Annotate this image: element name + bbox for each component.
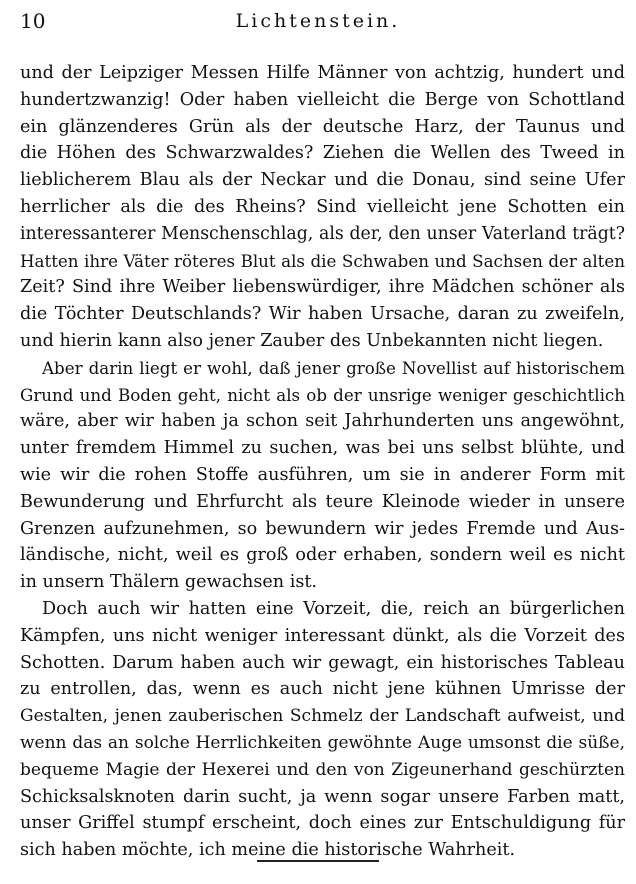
text-line: Grund und Boden geht, nicht als ob der unsrige weniger geschichtlich — [20, 384, 625, 405]
text-line: und hierin kann also jener Zauber des Unbekannten nicht liegen. — [20, 330, 604, 351]
text-line: die Höhen des Schwarzwaldes? Ziehen die Wellen des Tweed in — [20, 143, 625, 164]
paragraph — [20, 355, 625, 596]
text-line: und der Leipziger Messen Hilfe Männer von achtzig, hundert und — [20, 63, 625, 83]
text-line: ein glänzenderes Grün als der deutsche Harz, der Taunus und — [20, 116, 625, 137]
section-end-rule — [257, 860, 379, 862]
text-line: Schotten. Darum haben auch wir gewagt, ein historisches Tableau — [20, 652, 625, 673]
text-line: Zeit? Sind ihre Weiber liebenswürdiger, ihre Mädchen schöner als — [20, 277, 625, 298]
running-title: Lichtenstein. — [235, 10, 401, 32]
text-line: unser Griffel stumpf erscheint, doch eines zur Entschuldigung für — [20, 813, 625, 834]
text-line: herrlicher als die des Rheins? Sind vielleicht jene Schotten ein — [20, 196, 625, 217]
text-line: wie wir die rohen Stoffe ausführen, um sie in anderer Form mit — [20, 464, 625, 485]
text-line: unter fremdem Himmel zu suchen, was bei uns selbst blühte, und — [20, 438, 625, 459]
text-line: ländische, nicht, weil es groß oder erhaben, sondern weil es nicht — [20, 545, 625, 566]
text-line: sich haben möchte, ich meine die historische Wahrheit. — [20, 840, 516, 861]
paragraph — [20, 596, 625, 864]
text-line: die Töchter Deutschlands? Wir haben Ursache, daran zu zweifeln, — [20, 304, 625, 325]
text-line: Grenzen aufzunehmen, so bewundern wir jedes Fremde und Aus- — [20, 518, 625, 539]
page-number: 10 — [20, 9, 46, 33]
text-line: interessanterer Menschenschlag, als der, den unser Vaterland trägt? — [20, 223, 625, 244]
text-line: hundertzwanzig! Oder haben vielleicht die Berge von Schottland — [20, 89, 625, 110]
text-line: Doch auch wir hatten eine Vorzeit, die, reich an bürgerlichen — [42, 598, 625, 619]
text-line: Schicksalsknoten darin sucht, ja wenn sogar unsere Farben matt, — [20, 786, 625, 807]
paragraph — [20, 60, 625, 355]
body-text — [20, 60, 625, 864]
text-line: in unsern Thälern gewachsen ist. — [20, 572, 318, 593]
text-line: bequeme Magie der Hexerei und den von Zigeunerhand geschürzten — [20, 759, 625, 780]
text-line: wäre, aber wir haben ja schon seit Jahrhunderten uns angewöhnt, — [20, 411, 625, 432]
text-line: Kämpfen, uns nicht weniger interessant dünkt, als die Vorzeit des — [20, 625, 625, 646]
text-line: Bewunderung und Ehrfurcht als teure Kleinode wieder in unsere — [20, 491, 625, 512]
text-line: wenn das an solche Herrlichkeiten gewöhnte Auge umsonst die süße, — [20, 732, 625, 753]
text-line: zu entrollen, das, wenn es auch nicht jene kühnen Umrisse der — [20, 679, 625, 700]
text-line: Aber darin liegt er wohl, daß jener große Novellist auf historischem — [42, 357, 625, 378]
text-line: lieblicherem Blau als der Neckar und die Donau, sind seine Ufer — [20, 170, 625, 191]
text-line: Gestalten, jenen zauberischen Schmelz der Landschaft aufweist, und — [20, 706, 625, 727]
text-line: Hatten ihre Väter röteres Blut als die Schwaben und Sachsen der alten — [20, 250, 625, 271]
